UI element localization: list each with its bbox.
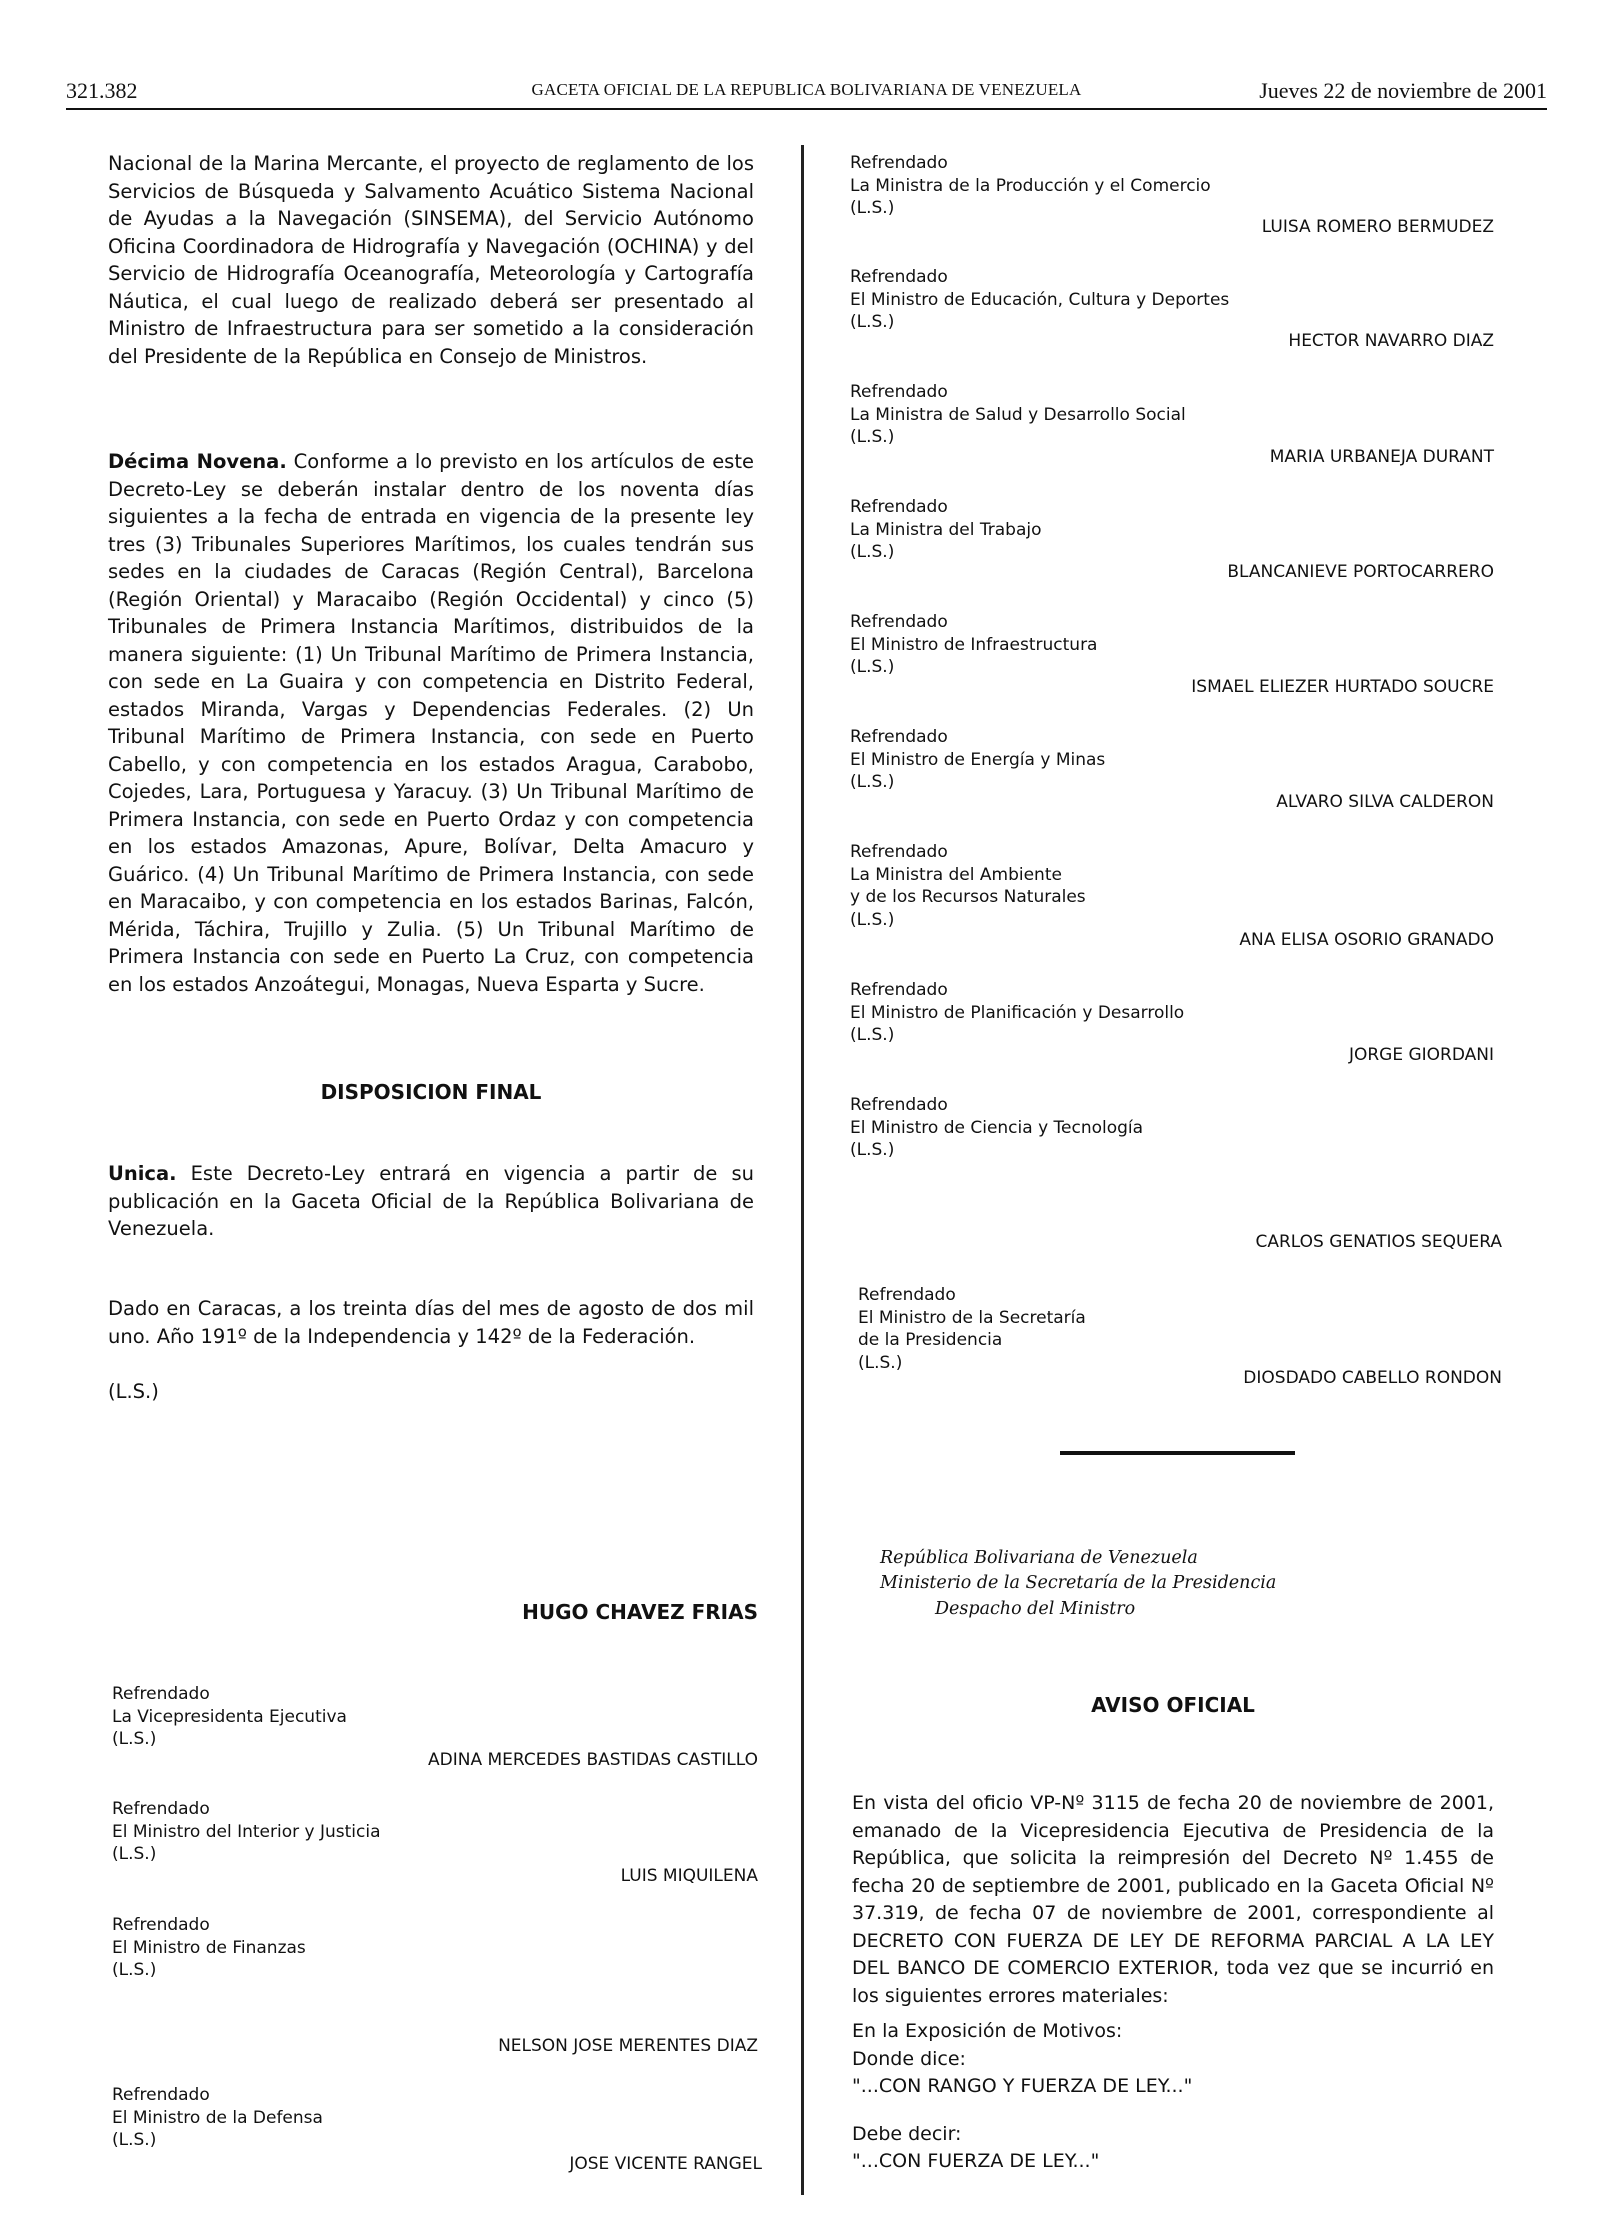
left-ref-4: Refrendado El Ministro de la Defensa (L.S.): [112, 2085, 323, 2150]
right-sig-4: BLANCANIEVE PORTOCARRERO: [1227, 562, 1494, 582]
right-sig-1: LUISA ROMERO BERMUDEZ: [1261, 217, 1494, 237]
disposicion-final-heading: DISPOSICION FINAL: [320, 1080, 542, 1104]
unica-text: Este Decreto-Ley entrará en vigencia a partir de su publicación en la Gaceta Oficial de la República Bolivariana de Venezuela.: [108, 1162, 754, 1240]
right-ref-1: Refrendado La Ministra de la Producción y el Comercio (L.S.): [850, 153, 1211, 218]
left-ref-3: Refrendado El Ministro de Finanzas (L.S.): [112, 1915, 306, 1980]
right-ref-2: Refrendado El Ministro de Educación, Cultura y Deportes (L.S.): [850, 267, 1230, 332]
right-ref-8: Refrendado El Ministro de Planificación y Desarrollo (L.S.): [850, 980, 1185, 1045]
right-sig-3: MARIA URBANEJA DURANT: [1269, 447, 1494, 467]
page-number: 321.382: [66, 78, 138, 103]
dado-ls: (L.S.): [108, 1380, 159, 1403]
right-ref-3: Refrendado La Ministra de Salud y Desarrollo Social (L.S.): [850, 382, 1186, 447]
decima-novena-label: Décima Novena.: [108, 450, 287, 473]
exposicion-label: En la Exposición de Motivos:: [852, 2020, 1123, 2042]
left-sig-1: ADINA MERCEDES BASTIDAS CASTILLO: [428, 1750, 758, 1770]
right-sig-2: HECTOR NAVARRO DIAZ: [1288, 331, 1494, 351]
donde-dice-text: "...CON RANGO Y FUERZA DE LEY...": [852, 2075, 1193, 2097]
right-sig-8: JORGE GIORDANI: [1348, 1045, 1494, 1065]
unica-label: Unica.: [108, 1162, 177, 1185]
unica-paragraph: [108, 1160, 754, 1243]
separator-rule: [1060, 1451, 1295, 1455]
right-ref-6: Refrendado El Ministro de Energía y Minas (L.S.): [850, 727, 1106, 792]
decima-novena-paragraph: [108, 448, 754, 998]
right-ref-10: Refrendado El Ministro de la Secretaría de la Presidencia (L.S.): [858, 1285, 1086, 1373]
decima-novena-text: Conforme a lo previsto en los artículos de este Decreto-Ley se deberán instalar dentro de los noventa días siguientes a la fecha de entrada en vigencia de la presente ley tres (3) Tribunales Superiores Marítimos, los cuales tendrán sus sedes en la ciudades de Caracas (Región Central), Barcelona (Región Oriental) y Maracaibo (Región Occidental) y cinco (5) Tribunales de Primera Instancia Marítimos, distribuidos de la manera siguiente: (1) Un Tribunal Marítimo de Primera Instancia, con sede en La Guaira y con competencia en Distrito Federal, estados Miranda, Vargas y Dependencias Federales. (2) Un Tribunal Marítimo de Primera Instancia, con sede en Puerto Cabello, y con competencia en los estados Aragua, Carabobo, Cojedes, Lara, Portuguesa y Yaracuy. (3) Un Tribunal Marítimo de Primera Instancia, con sede en Puerto Ordaz y con competencia en los estados Amazonas, Apure, Bolívar, Delta Amacuro y Guárico. (4) Un Tribunal Marítimo de Primera Instancia, con sede en Maracaibo, y con competencia en los estados Barinas, Falcón, Mérida, Táchira, Trujillo y Zulia. (5) Un Tribunal Marítimo de Primera Instancia con sede en Puerto La Cruz, con competencia en los estados Anzoátegui, Monagas, Nueva Esparta y Sucre.: [108, 450, 754, 996]
right-sig-5: ISMAEL ELIEZER HURTADO SOUCRE: [1191, 677, 1494, 697]
right-ref-9: Refrendado El Ministro de Ciencia y Tecnología (L.S.): [850, 1095, 1144, 1160]
issue-date: Jueves 22 de noviembre de 2001: [1259, 78, 1547, 103]
right-sig-6: ALVARO SILVA CALDERON: [1276, 792, 1494, 812]
right-ref-7: Refrendado La Ministra del Ambiente y de los Recursos Naturales (L.S.): [850, 842, 1086, 930]
left-ref-1: Refrendado La Vicepresidenta Ejecutiva (L.S.): [112, 1684, 347, 1749]
right-ref-5: Refrendado El Ministro de Infraestructura (L.S.): [850, 612, 1098, 677]
debe-decir-text: "...CON FUERZA DE LEY...": [852, 2150, 1100, 2172]
gazette-title: GACETA OFICIAL DE LA REPUBLICA BOLIVARIANA DE VENEZUELA: [531, 80, 1082, 99]
right-sig-10: DIOSDADO CABELLO RONDON: [1243, 1368, 1502, 1388]
intro-paragraph: Nacional de la Marina Mercante, el proyecto de reglamento de los Servicios de Búsqueda y Salvamento Acuático Sistema Nacional de Ayudas a la Navegación (SINSEMA), del Servicio Autónomo Oficina Coordinadora de Hidrografía y Navegación (OCHINA) y del Servicio de Hidrografía Oceanografía, Meteorología y Cartografía Náutica, el cual luego de realizado deberá ser presentado al Ministro de Infraestructura para ser sometido a la consideración del Presidente de la República en Consejo de Ministros.: [108, 152, 754, 368]
debe-decir-label: Debe decir:: [852, 2122, 962, 2145]
president-signature: HUGO CHAVEZ FRIAS: [522, 1600, 758, 1624]
dado-paragraph: Dado en Caracas, a los treinta días del mes de agosto de dos mil uno. Año 191º de la Independencia y 142º de la Federación.: [108, 1297, 754, 1348]
letterhead-office: Despacho del Ministro: [935, 1599, 1136, 1619]
letterhead-ministry: Ministerio de la Secretaría de la Presidencia: [880, 1573, 1277, 1593]
right-sig-7: ANA ELISA OSORIO GRANADO: [1239, 930, 1494, 950]
left-sig-2: LUIS MIQUILENA: [620, 1866, 758, 1886]
right-ref-4: Refrendado La Ministra del Trabajo (L.S.): [850, 497, 1042, 562]
donde-dice-label: Donde dice:: [852, 2047, 966, 2070]
column-divider: [801, 145, 804, 2195]
letterhead-republic: República Bolivariana de Venezuela: [880, 1548, 1198, 1568]
left-sig-3: NELSON JOSE MERENTES DIAZ: [498, 2036, 758, 2056]
aviso-paragraph: En vista del oficio VP-Nº 3115 de fecha 20 de noviembre de 2001, emanado de la Vicepresidencia Ejecutiva de Presidencia de la República, que solicita la reimpresión del Decreto Nº 1.455 de fecha 20 de septiembre de 2001, publicado en la Gaceta Oficial Nº 37.319, de fecha 07 de noviembre de 2001, correspondiente al DECRETO CON FUERZA DE LEY DE REFORMA PARCIAL A LA LEY DEL BANCO DE COMERCIO EXTERIOR, toda vez que se incurrió en los siguientes errores materiales:: [852, 1792, 1494, 2007]
right-sig-9: CARLOS GENATIOS SEQUERA: [1255, 1232, 1502, 1252]
aviso-oficial-heading: AVISO OFICIAL: [1091, 1693, 1255, 1717]
gazette-header: [66, 78, 1547, 110]
left-sig-4: JOSE VICENTE RANGEL: [569, 2154, 762, 2174]
left-ref-2: Refrendado El Ministro del Interior y Justicia (L.S.): [112, 1799, 381, 1864]
correction-block: [852, 2018, 1192, 2176]
